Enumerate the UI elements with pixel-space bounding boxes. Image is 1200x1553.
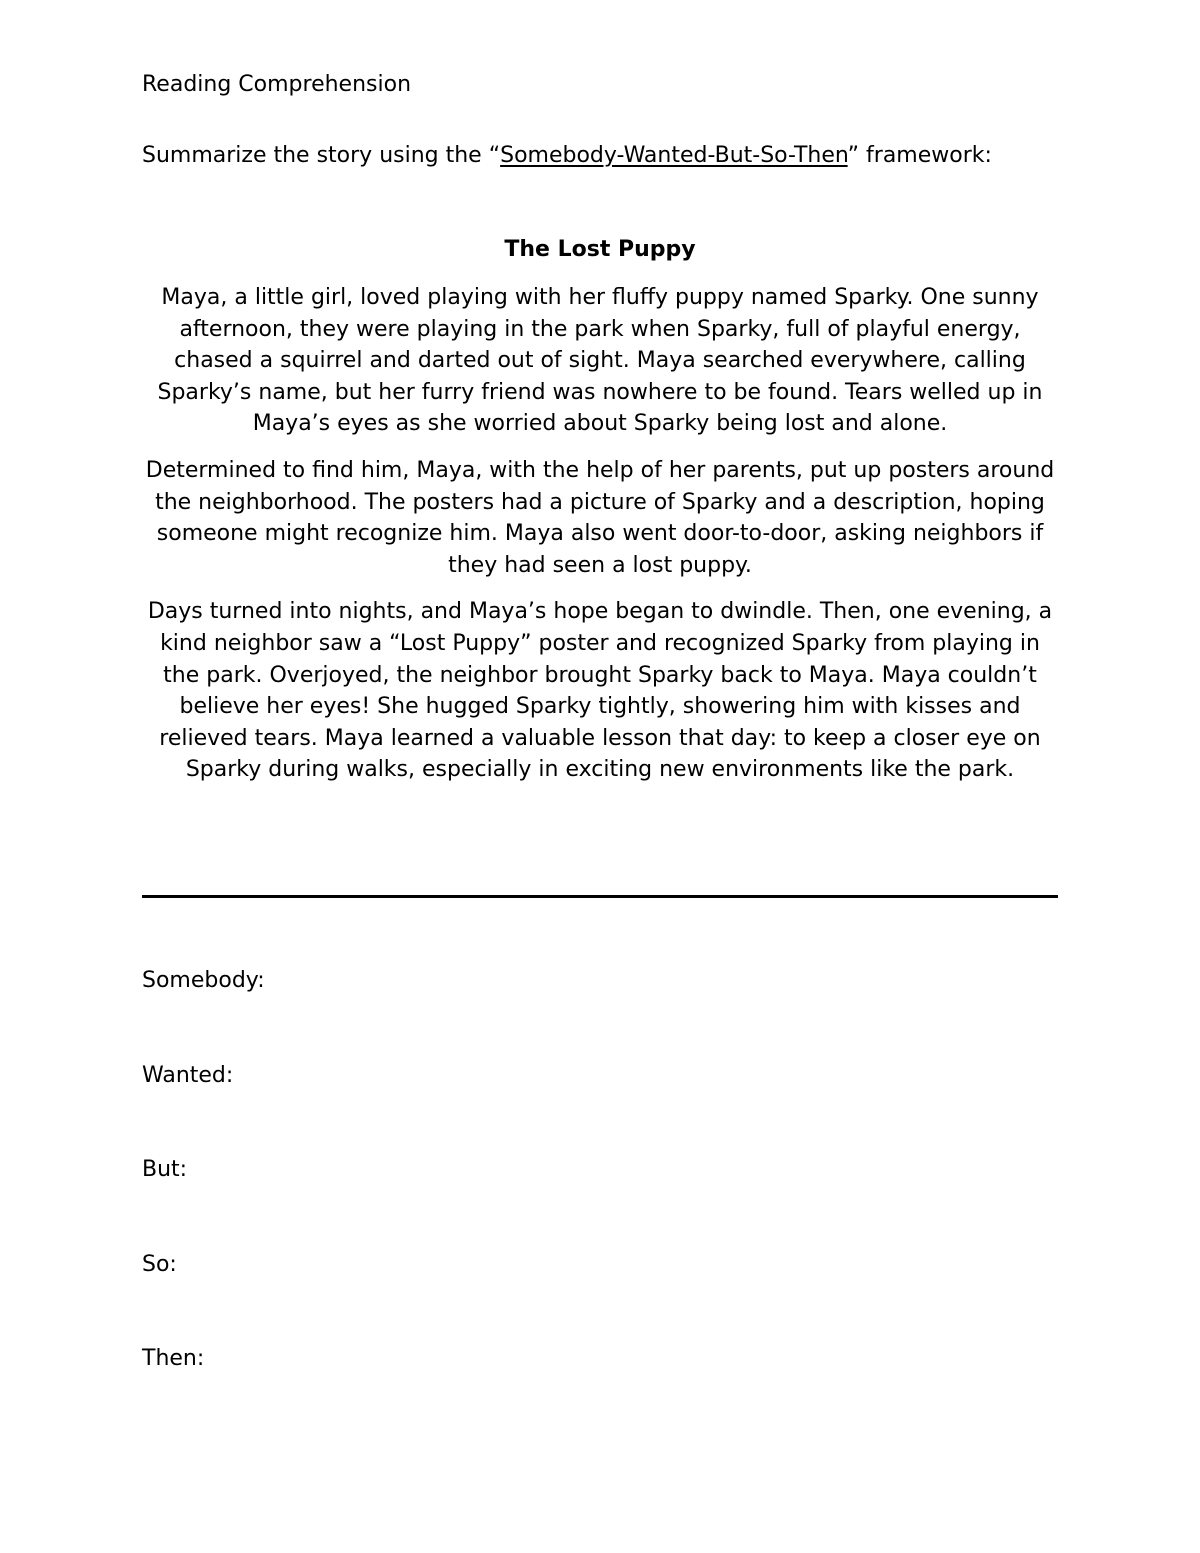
instruction-text <box>142 141 992 171</box>
worksheet-heading: Reading Comprehension <box>142 72 412 97</box>
story-paragraph-3: Days turned into nights, and Maya’s hope began to dwindle. Then, one evening, a kind neighbor saw a “Lost Puppy” poster and recognized Sparky from playing in the park. Overjoyed, the neighbor brought Sparky back to Maya. Maya couldn’t believe her eyes! She hugged Sparky tightly, showering him with kisses and relieved tears. Maya learned a valuable lesson that day: to keep a closer eye on Sparky during walks, especially in exciting new environments like the park. <box>147 599 1053 783</box>
framework-name: Somebody-Wanted-But-So-Then <box>500 143 848 168</box>
field-so: So: <box>142 1252 177 1277</box>
story-title: The Lost Puppy <box>504 237 696 262</box>
story-body <box>142 282 1058 801</box>
story-paragraph-1: Maya, a little girl, loved playing with her fluffy puppy named Sparky. One sunny afternoon, they were playing in the park when Sparky, full of playful energy, chased a squirrel and darted out of sight. Maya searched everywhere, calling Sparky’s name, but her furry friend was nowhere to be found. Tears welled up in Maya’s eyes as she worried about Sparky being lost and alone. <box>157 285 1043 437</box>
horizontal-divider <box>142 895 1058 898</box>
field-but: But: <box>142 1157 188 1182</box>
field-wanted: Wanted: <box>142 1063 234 1088</box>
instruction-after: ” framework: <box>847 143 992 168</box>
story-paragraph-2: Determined to find him, Maya, with the help of her parents, put up posters around the neighborhood. The posters had a picture of Sparky and a description, hoping someone might recognize him. Maya also went door-to-door, asking neighbors if they had seen a lost puppy. <box>145 457 1055 578</box>
instruction-before: Summarize the story using the “ <box>142 143 501 168</box>
field-then: Then: <box>142 1346 205 1371</box>
worksheet-page <box>142 0 1058 1553</box>
field-somebody: Somebody: <box>142 968 265 993</box>
